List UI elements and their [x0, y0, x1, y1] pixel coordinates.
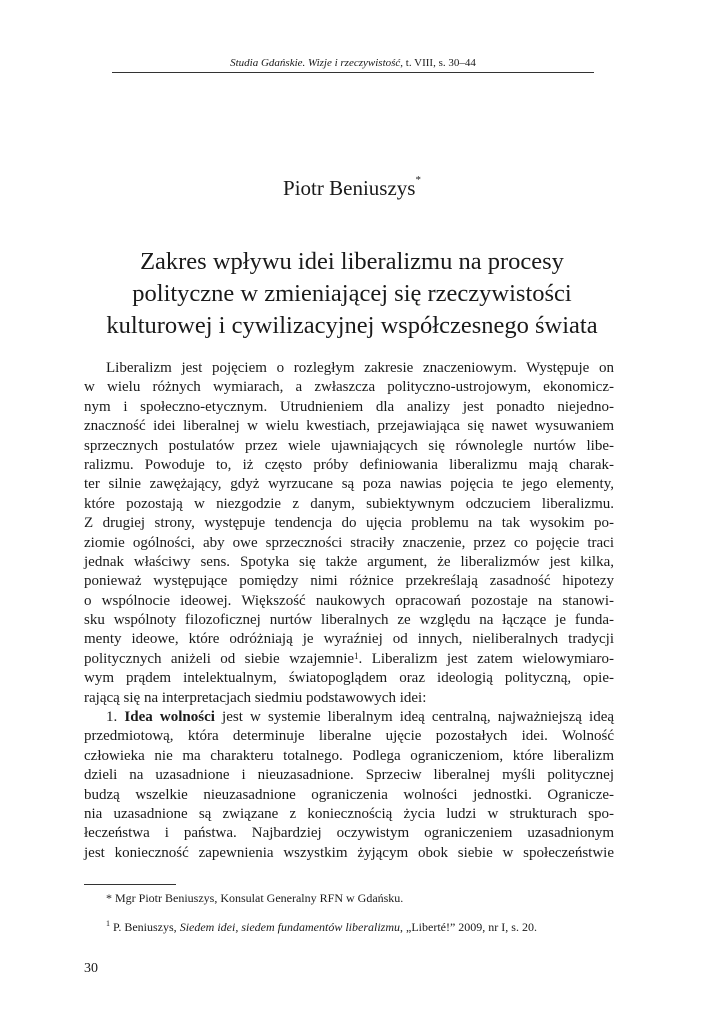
body-line: jednak właściwy sens. Spotyka się także argument, że liberalizmów jest kilka,	[84, 553, 614, 570]
body-line: nym i społeczno-etycznym. Utrudnieniem dla analizy jest ponadto niejedno-	[84, 398, 614, 415]
body-line-text: . Liberalizm jest zatem wielowymiaro-	[358, 650, 614, 667]
body-line: menty ideowe, które odróżniają je wyraźniej od innych, nieliberalnych tradycji	[84, 631, 614, 648]
body-line: ziomie ogólności, aby owe sprzeczności straciły znaczenie, przez co pojęcie traci	[84, 534, 614, 551]
footnote-marker: 1	[106, 919, 110, 928]
body-line: łeczeństwa i państwa. Najbardziej oczywistym ograniczeniem uzasadnionym	[84, 825, 614, 842]
author-name: Piotr Beniuszys	[283, 176, 416, 200]
footnote-source-title: Siedem idei, siedem fundamentów liberalizmu	[179, 920, 400, 934]
author-line	[0, 176, 704, 201]
body-line: nia uzasadnione są związane z koniecznością życia ludzi w strukturach spo-	[84, 805, 614, 822]
body-line-text: jest w systemie liberalnym ideą centralną, najważniejszą ideą	[214, 709, 615, 726]
footnote-author-text: P. Beniuszys,	[110, 920, 180, 934]
footnote-1	[106, 920, 537, 935]
body-line: jest konieczność zapewnienia wszystkim żyjącym obok siebie w społeczeństwie	[84, 844, 614, 861]
body-line	[84, 708, 614, 727]
body-line: ter silnie zawężający, gdyż wyrzucane są poza nawias pojęcia te jego elementy,	[84, 476, 614, 493]
body-line: sku wspólnoty filozoficznej nurtów liberalnych ze względu na łączące je funda-	[84, 612, 614, 629]
body-line: wym prądem intelektualnym, światopoglądem oraz ideologią polityczną, opie-	[84, 670, 614, 687]
journal-details: , t. VIII, s. 30–44	[400, 57, 476, 69]
body-line	[84, 650, 614, 669]
footnote-divider	[84, 884, 176, 885]
bold-term: Idea wolności	[124, 709, 215, 726]
body-line-text: politycznych aniżeli od siebie wzajemnie	[84, 650, 355, 667]
body-line: Liberalizm jest pojęciem o rozległym zakresie znaczeniowym. Występuje on	[106, 360, 614, 376]
body-line: budzą wszelkie nieuzasadnione ograniczenia wolności jednostki. Ogranicze-	[84, 786, 614, 803]
article-title	[70, 246, 634, 342]
journal-title: Studia Gdańskie. Wizje i rzeczywistość	[230, 57, 401, 69]
footnote-author: * Mgr Piotr Beniuszys, Konsulat Generalny RFN w Gdańsku.	[106, 891, 404, 905]
title-line: Zakres wpływu idei liberalizmu na procesy	[140, 248, 564, 275]
body-line: o wspólnocie ideowej. Większość naukowych opracowań pozostaje na stanowi-	[84, 592, 614, 609]
body-line: w wielu różnych wymiarach, a zwłaszcza polityczno-ustrojowym, ekonomicz-	[84, 379, 614, 396]
page-number: 30	[84, 961, 98, 976]
body-line: znaczność idei liberalnej w wielu kwestiach, przejawiająca się nawet wysuwaniem	[84, 418, 614, 435]
body-line: ralizmu. Powoduje to, iż często próby definiowania liberalizmu mają charak-	[84, 456, 614, 473]
body-text	[84, 359, 614, 863]
body-line: które pozostają w niezgodzie z danym, subiektywnym odczuciem liberalizmu.	[84, 495, 614, 512]
title-line: kulturowej i cywilizacyjnej współczesnego świata	[106, 312, 598, 339]
body-line: przedmiotową, która determinuje liberalne ujęcie pozostałych idei. Wolność	[84, 728, 614, 745]
body-line: człowieka nie ma charakteru totalnego. Podlega ograniczeniom, które liberalizm	[84, 747, 614, 764]
body-line: sprzecznych postulatów przez wiele ujawniających się równolegle nurtów libe-	[84, 437, 614, 454]
body-line: ponieważ występujące pomiędzy nimi różnice przekreślają zasadność hipotezy	[84, 573, 614, 590]
body-line: rającą się na interpretacjach siedmiu podstawowych idei:	[84, 689, 427, 706]
running-header	[112, 57, 594, 73]
author-footnote-marker: *	[415, 174, 421, 186]
body-line: Z drugiej strony, występuje tendencja do ujęcia problemu na tak wysokim po-	[84, 515, 614, 532]
footnote-ref-1[interactable]: 1	[354, 650, 359, 661]
body-line: dzieli na uzasadnione i nieuzasadnione. Sprzeciw liberalnej myśli politycznej	[84, 767, 614, 784]
title-line: polityczne w zmieniającej się rzeczywistości	[132, 280, 572, 307]
list-number: 1.	[106, 709, 125, 726]
footnote-source-details: , „Liberté!” 2009, nr I, s. 20.	[400, 920, 537, 934]
